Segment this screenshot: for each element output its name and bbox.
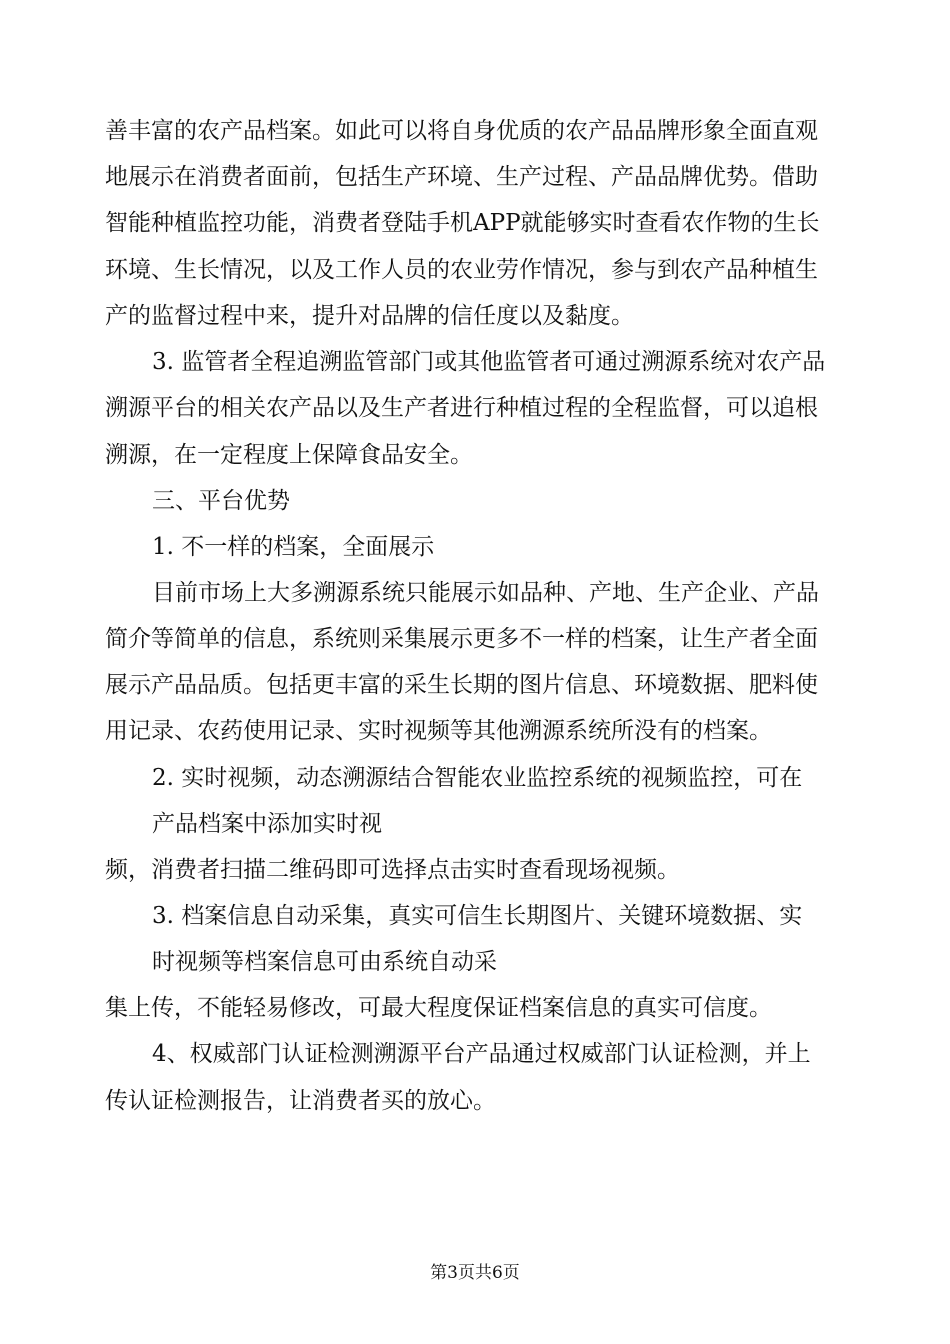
paragraph-line: 2. 实时视频，动态溯源结合智能农业监控系统的视频监控，可在 — [152, 765, 803, 791]
paragraph-line: 用记录、农药使用记录、实时视频等其他溯源系统所没有的档案。 — [105, 718, 772, 744]
paragraph-line: 时视频等档案信息可由系统自动采 — [152, 949, 497, 975]
paragraph-line: 地展示在消费者面前，包括生产环境、生产过程、产品品牌优势。借助 — [105, 164, 818, 190]
page-number-footer: 第3页共6页 — [430, 1263, 520, 1283]
paragraph-line: 产品档案中添加实时视 — [152, 811, 382, 837]
paragraph-line: 溯源平台的相关农产品以及生产者进行种植过程的全程监督，可以追根 — [105, 395, 818, 421]
paragraph-line: 善丰富的农产品档案。如此可以将自身优质的农产品品牌形象全面直观 — [105, 118, 818, 144]
paragraph-line: 3. 档案信息自动采集，真实可信生长期图片、关键环境数据、实 — [152, 903, 803, 929]
paragraph-line: 4、权威部门认证检测溯源平台产品通过权威部门认证检测，并上 — [152, 1041, 811, 1067]
paragraph-line: 产的监督过程中来，提升对品牌的信任度以及黏度。 — [105, 303, 634, 329]
section-heading: 三、平台优势 — [152, 488, 290, 514]
paragraph-line: 溯源，在一定程度上保障食品安全。 — [105, 442, 473, 468]
paragraph-line: 展示产品品质。包括更丰富的采生长期的图片信息、环境数据、肥料使 — [105, 672, 818, 698]
paragraph-line: 集上传，不能轻易修改，可最大程度保证档案信息的真实可信度。 — [105, 995, 772, 1021]
paragraph-line: 简介等简单的信息，系统则采集展示更多不一样的档案，让生产者全面 — [105, 626, 818, 652]
paragraph-line: 环境、生长情况，以及工作人员的农业劳作情况，参与到农产品种植生 — [105, 257, 818, 283]
paragraph-line: 智能种植监控功能，消费者登陆手机APP就能够实时查看农作物的生长 — [105, 210, 820, 236]
paragraph-line: 频，消费者扫描二维码即可选择点击实时查看现场视频。 — [105, 857, 680, 883]
paragraph-line: 3. 监管者全程追溯监管部门或其他监管者可通过溯源系统对农产品 — [152, 349, 826, 375]
paragraph-line: 传认证检测报告，让消费者买的放心。 — [105, 1088, 496, 1114]
paragraph-line: 目前市场上大多溯源系统只能展示如品种、产地、生产企业、产品 — [152, 580, 819, 606]
subsection-heading: 1. 不一样的档案，全面展示 — [152, 534, 435, 560]
